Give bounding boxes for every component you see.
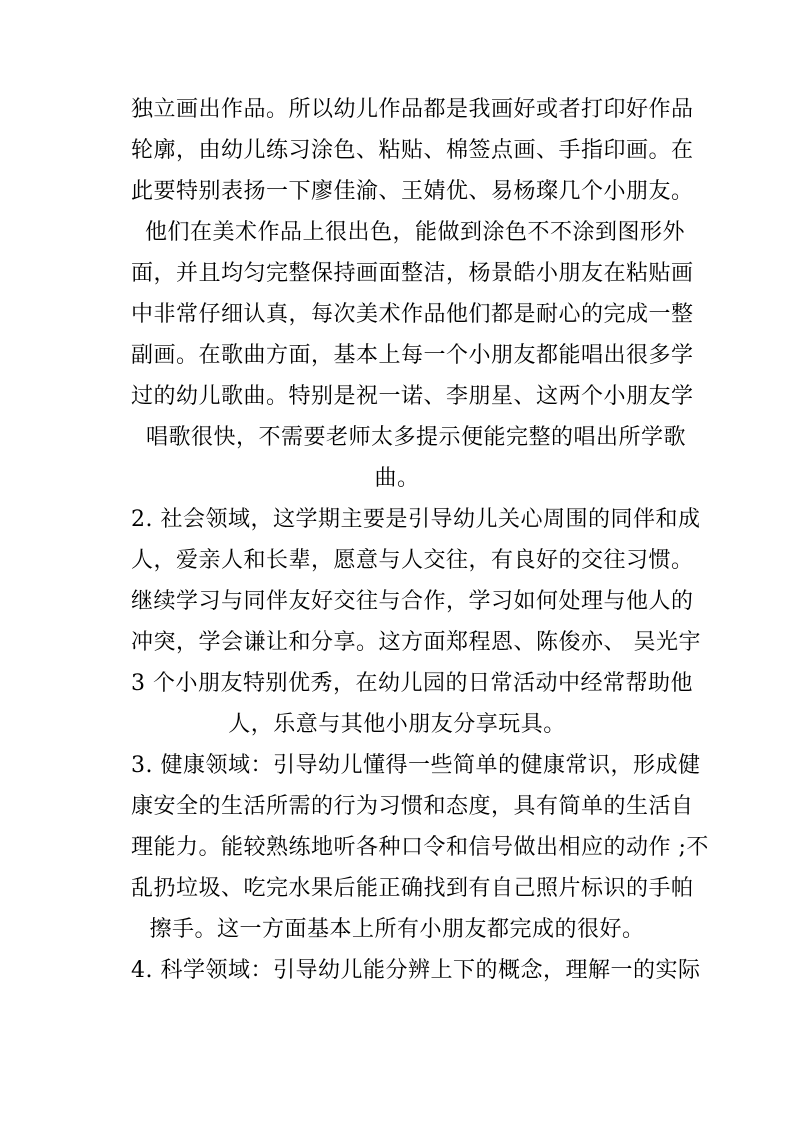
text-line: 中非常仔细认真，每次美术作品他们都是耐心的完成一整 xyxy=(131,302,694,327)
text-line: 独立画出作品。所以幼儿作品都是我画好或者打印好作品 xyxy=(131,97,694,122)
text-line: 理能力。能较熟练地听各种口令和信号做出相应的动作 ;不 xyxy=(131,835,709,860)
text-line: 冲突，学会谦让和分享。这方面郑程恩、陈俊亦、 吴光宇 xyxy=(131,630,701,655)
text-line: 过的幼儿歌曲。特别是祝一诺、李朋星、这两个小朋友学 xyxy=(131,384,694,409)
text-line: 3. 健康领域：引导幼儿懂得一些简单的健康常识，形成健 xyxy=(131,753,701,778)
text-line: 3 个小朋友特别优秀，在幼儿园的日常活动中经常帮助他 xyxy=(131,671,693,696)
text-line: 人，乐意与其他小朋友分享玩具。 xyxy=(228,712,566,737)
text-line: 乱扔垃圾、吃完水果后能正确找到有自己照片标识的手帕 xyxy=(131,876,694,901)
text-line: 面，并且均匀完整保持画面整洁，杨景皓小朋友在粘贴画 xyxy=(131,261,694,286)
text-line: 轮廓，由幼儿练习涂色、粘贴、棉签点画、手指印画。在 xyxy=(131,138,694,163)
text-line: 2. 社会领域，这学期主要是引导幼儿关心周围的同伴和成 xyxy=(131,507,701,532)
text-line: 4. 科学领域：引导幼儿能分辨上下的概念，理解一的实际 xyxy=(131,958,701,983)
text-line: 副画。在歌曲方面，基本上每一个小朋友都能唱出很多学 xyxy=(131,343,694,368)
text-line: 唱歌很快，不需要老师太多提示便能完整的唱出所学歌 xyxy=(146,425,687,450)
text-line: 康安全的生活所需的行为习惯和态度，具有简单的生活自 xyxy=(131,794,694,819)
text-line: 人，爱亲人和长辈，愿意与人交往，有良好的交往习惯。 xyxy=(131,548,694,573)
text-line: 此要特别表扬一下廖佳渝、王婧优、易杨璨几个小朋友。 xyxy=(131,179,694,204)
text-line: 继续学习与同伴友好交往与合作，学习如何处理与他人的 xyxy=(131,589,694,614)
text-line: 他们在美术作品上很出色，能做到涂色不不涂到图形外 xyxy=(145,220,686,245)
text-line: 曲。 xyxy=(374,466,420,491)
text-line: 擦手。这一方面基本上所有小朋友都完成的很好。 xyxy=(149,917,645,942)
